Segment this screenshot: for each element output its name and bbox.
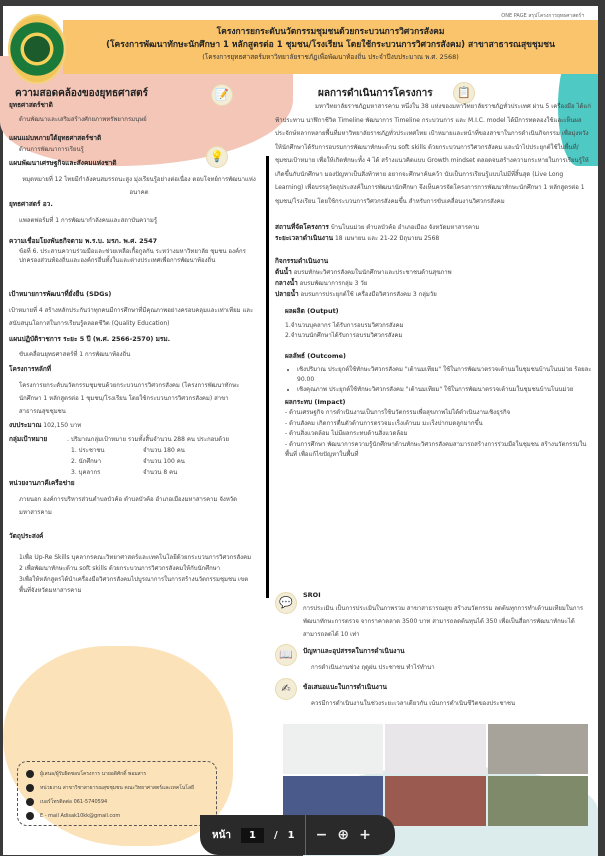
contact-box bbox=[17, 761, 217, 826]
page-separator: / bbox=[274, 829, 278, 841]
text: ควรมีการดำเนินงานในช่วงระยะเวลาเดียวกัน เน้นการดำเนินชีวิตของประชาชน bbox=[311, 700, 516, 707]
label: ยุทธศาสตร์ อว. bbox=[9, 200, 53, 208]
photo bbox=[385, 724, 485, 774]
phone-icon bbox=[26, 798, 34, 806]
photo-gallery bbox=[283, 724, 588, 826]
results-section bbox=[275, 100, 593, 461]
text: การประเมิน เป็นการประเมินในภาพรวม สาขาสาธารณสุข สร้างนวัตกรรม ลดต้นทุกการทำเต้านมเทียมในการพัฒนาทักษะการตรวจ จากราคาตลาด 3500 บาท สามารถลดต้นทุนได้ 350 เพื่อเป็นสื่อการพัฒนาทักษะได้ สามารถลดได้ 10 เท่า bbox=[303, 605, 584, 638]
objective-list bbox=[9, 552, 259, 596]
photo bbox=[385, 776, 485, 826]
text: ด้านพัฒนาและเสริมสร้างศักยภาพทรัพยากรมนุษย์ bbox=[19, 116, 147, 123]
photo bbox=[283, 724, 383, 774]
text: การดำเนินงานช่วง ฤดูฝน ประชาชน ทำไร่ทำนา bbox=[311, 664, 435, 671]
university-logo bbox=[8, 14, 66, 84]
sroi-section bbox=[303, 589, 588, 641]
label: SROI bbox=[303, 591, 321, 599]
label: ผลลัพธ์ (Outcome) bbox=[285, 352, 346, 360]
strategy-section bbox=[9, 100, 259, 596]
text: อบรมการประยุกต์ใช้ เครื่องมือวิศวกรสังคม 3 กลุ่มวัย bbox=[300, 291, 437, 298]
label: งบประมาณ bbox=[9, 421, 42, 429]
target-name: 3. บุคลากร bbox=[71, 469, 101, 476]
text: บาท bbox=[70, 422, 82, 429]
output-item: 1.จำนวนบุคลากร ได้รับการอบรมวิศวกรสังคม bbox=[285, 322, 404, 329]
label: ข้อเสนอแนะในการดำเนินงาน bbox=[303, 683, 387, 691]
budget-value: 102,150 bbox=[43, 422, 69, 429]
problem-section bbox=[303, 644, 588, 675]
suggestion-section bbox=[303, 680, 588, 711]
top-label: ONE PAGE สรุปโครงการยุทธศาสตร์ฯ bbox=[501, 13, 584, 19]
document-page bbox=[3, 6, 598, 855]
mail-icon bbox=[26, 812, 34, 820]
home-icon bbox=[26, 784, 34, 792]
impact-item: - ด้านสังคม เกิดการตื่นตัวด้านการตรวจมะเร็งเต้านม มะเร็งปากมดลูกมากขึ้น bbox=[285, 419, 483, 427]
target-name: 2. นักศึกษา bbox=[71, 458, 102, 465]
target-count: จำนวน 180 คน bbox=[143, 447, 185, 454]
label: สถานที่จัดโครงการ bbox=[275, 223, 329, 231]
header-subtitle: (โครงการพัฒนาทักษะนักศึกษา 1 หลักสูตรต่อ 1 ชุมชน/โรงเรียน โดยใช้กระบวนการวิศวกรสังคม) สาขาสาธารณสุขชุมชน bbox=[106, 40, 555, 50]
text: ขับเคลื่อนยุทธศาสตร์ที่ 1 การพัฒนาท้องถิ่น bbox=[19, 351, 131, 358]
label: กลุ่มเป้าหมาย bbox=[9, 435, 48, 443]
text: ภายนอก องค์การบริหารส่วนตำบลบัวค้อ ตำบลบัวค้อ อำเภอเมืองมหาสารคาม จังหวัดมหาสารคาม bbox=[19, 496, 238, 516]
label: ปลายน้ำ bbox=[275, 290, 299, 298]
label: วัตถุประสงค์ bbox=[9, 532, 44, 540]
divider bbox=[305, 815, 306, 855]
total-pages: 1 bbox=[287, 829, 295, 841]
label: แผนแม่บทภายใต้ยุทธศาสตร์ชาติ bbox=[9, 134, 102, 142]
impact-item: - ด้านการศึกษา พัฒนาการความรู้นักศึกษาด้านทักษะวิศวกรสังคมสามารถสร้างการร่วมมือในชุมชน สร้างนวัตกรรมในพื้นที่ เพื่อแก้ไขปัญหาในพื้นที่ bbox=[285, 440, 587, 458]
contact-email: E - mail Adisak10kk@gmail.com bbox=[40, 813, 121, 819]
text: หมุดหมายที่ 12 ไทยมีกำลังคนสมรรถนะสูง มุ่งเรียนรู้อย่างต่อเนื่อง ตอบโจทย์การพัฒนาแห่งอนาคต bbox=[22, 176, 256, 196]
objective-item: 3เพื่อให้หลักสูตรได้นำเครื่องมือวิศวกรสังคมไปบูรณาการในการสร้างนวัตกรรมชุมชน เขตพื้นที่จังหวัดมหาสารคาม bbox=[19, 576, 249, 594]
text: 18 เมษายน และ 21-22 มิถุนายน 2568 bbox=[334, 235, 440, 242]
text: แพลตฟอร์มที่ 1 การพัฒนากำลังคนและสถาบันความรู้ bbox=[19, 217, 158, 224]
text: โครงการยกระดับนวัตกรรมชุมชนด้วยกระบวนการวิศวกรสังคม (โครงการพัฒนาทักษะนักศึกษา 1 หลักสูตรต่อ 1 ชุมชน/โรงเรียน โดยใช้กระบวนการวิศวกรสังคม) สาขาสาธารณสุขชุมชน bbox=[19, 382, 240, 415]
idea-head-icon: 💡 bbox=[206, 146, 228, 168]
person-icon bbox=[26, 770, 34, 778]
impact-item: - ด้านเศรษฐกิจ การดำเนินงานเป็นการใช้นวัตกรรมเพื่อสุขภาพไม่ได้ดำเนินงานเชิงธุรกิจ bbox=[285, 409, 511, 416]
label: หน่วยงานภาคีเครือข่าย bbox=[9, 479, 75, 487]
column-divider bbox=[266, 156, 269, 598]
contact-person: ผู้เสนอ/ผู้รับผิดชอบโครงการ นายอดิศักดิ์ พอมสาร bbox=[40, 771, 147, 777]
target-count: จำนวน 100 คน bbox=[143, 458, 185, 465]
label: ผลกระทบ (Impact) bbox=[285, 398, 346, 406]
label: กลางน้ำ bbox=[275, 279, 298, 287]
target-list bbox=[9, 445, 259, 478]
text: อบรมพัฒนาการกลุ่ม 3 วัย bbox=[299, 280, 368, 287]
text: ข้อที่ 6. ประสานความร่วมมือและช่วยเหลือเกื้อกูลกัน ระหว่างมหาวิทยาลัย ชุมชน องค์กรปกครองส่วนท้องถิ่นและองค์กรอื่นทั้งในและต่างประเทศเพื่อการพัฒนาท้องถิ่น bbox=[19, 248, 246, 264]
output-item: 2.จำนวนนักศึกษาได้รับการอบรมวิศวกรสังคม bbox=[285, 332, 403, 339]
intro-text: มหาวิทยาลัยราชภัฏมหาสารคาม หนึ่งใน 38 แห่งของมหาวิทยาลัยราชภัฏทั่วประเทศ ผ่าน 5 เครื่องมือ ได้แก่ ฟ้าประทาน นาฬิกาชีวิต Timeline พัฒนาการ Timeline กระบวนการ และ M.I.C. model ได้มีการทดลองใช้และเห็นผลประจักษ์หลากหลายพื้นที่มหาวิทยาลัยราชภัฏทั่วประเทศไทย เป้าหมายและหน้าที่ของสาขาในการดำเนินกิจกรรม เพื่อมุ่งหวังให้นักศึกษาได้รับการอบรมการพัฒนาทักษะด้าน soft skills ด้วยกระบวนการวิศวกรสังคม และนำไปประยุกต์ใช้ในพื้นที่/ชุมชนเป้าหมาย เพื่อให้เกิดทักษะทั้ง 4 ได้ สร้างแนวคิดแบบ Growth mindset ตลอดจนสร้างความกระหายในการเรียนรู้ให้เกิดขึ้นกับนักศึกษา มองปัญหาเป็นสิ่งท้าทาย อยากจะศึกษาค้นคว้า นับเป็นการเรียนรู้แบบไม่มีที่สิ้นสุด (Live Long Learning) เพื่อบรรลุวัตถุประสงค์ในการพัฒนานักศึกษา จึงเห็นควรจัดโครงการการพัฒนาทักษะนักศึกษา 1 หลักสูตรต่อ 1 ชุมชน/โรงเรียน โดยใช้กระบวนการวิศวกรสังคมขึ้น สำหรับการขับเคลื่อนงานวิศวกรสังคม bbox=[275, 103, 591, 205]
objective-item: 1เพื่อ Up-Re Skills บุคลากรคณะวิทยาศาสตร์และเทคโนโลยีด้วยกระบวนการวิศวกรสังคม bbox=[19, 554, 252, 561]
text: ด้านการพัฒนาการเรียนรู้ bbox=[19, 146, 84, 153]
outcome-item: • เชิงปริมาณ ประยุกต์ใช้ทักษะวิศวกรสังคม "เต้านมเทียม" ใช้ในการพัฒนาตรวจเต้านมในชุมชนบ้านโนนม่วย ร้อยละ 90.00 bbox=[297, 365, 593, 385]
label: ปัญหาและอุปสรรคในการดำเนินงาน bbox=[303, 647, 405, 655]
label: โครงการหลักที่ bbox=[9, 365, 52, 373]
contact-phone: เบอร์โทรติดต่อ 061-5740594 bbox=[40, 799, 108, 805]
objective-item: 2 เพื่อพัฒนาทักษะด้าน soft skills ด้วยกระบวนการวิศวกรสังคมให้กับนักศึกษา bbox=[19, 565, 221, 572]
impact-item: - ด้านสิ่งแวดล้อม ไม่มีผลกระทบด้านสิ่งแวดล้อม bbox=[285, 430, 408, 437]
photo bbox=[488, 724, 588, 774]
right-title: ผลการดำเนินการโครงการ bbox=[318, 88, 433, 99]
label: ระยะเวลาดำเนินงาน bbox=[275, 234, 334, 242]
zoom-icon[interactable]: ⊕ bbox=[337, 827, 350, 843]
writing-hand-icon: ✍ bbox=[275, 678, 297, 700]
target-name: 1. ประชาชน bbox=[71, 447, 105, 454]
label: แผนปฏิบัติราชการ ระยะ 5 ปี (พ.ศ. 2566-2570) มรม. bbox=[9, 335, 171, 343]
text: . ปริมาณกลุ่มเป้าหมาย รวมทั้งสิ้นจำนวน 288 คน ประกอบด้วย bbox=[67, 436, 229, 443]
pdf-toolbar bbox=[200, 815, 395, 855]
label: แผนพัฒนาเศรษฐกิจและสังคมแห่งชาติ bbox=[9, 159, 117, 167]
label: ผลผลิต (Output) bbox=[285, 307, 339, 315]
page-label: หน้า bbox=[212, 829, 232, 841]
report-icon: 📋 bbox=[453, 82, 475, 104]
header-note: (โครงการยุทธศาสตร์มหาวิทยาลัยราชภัฏเพื่อพัฒนาท้องถิ่น ประจำปีงบประมาณ พ.ศ. 2568) bbox=[202, 53, 459, 61]
label: ยุทธศาสตร์ชาติ bbox=[9, 101, 53, 109]
zoom-out-button[interactable]: − bbox=[315, 827, 328, 843]
text: บ้านโนนม่วย ตำบลบัวค้อ อำเภอเมือง จังหวัดมหาสารคาม bbox=[330, 224, 480, 231]
header-title: โครงการยกระดับนวัตกรรมชุมชนด้วยกระบวนการวิศวกรสังคม bbox=[216, 27, 445, 37]
left-title: ความสอดคล้องของยุทธศาสตร์ bbox=[15, 88, 149, 99]
impact-list bbox=[285, 408, 593, 461]
contact-unit: หน่วยงาน สาขาวิชาสาธารณสุขชุมชน คณะวิทยาศาสตร์และเทคโนโลยี bbox=[40, 785, 194, 791]
text: อบรมทักษะวิศวกรสังคมในนักศึกษาและประชาชนด้านสุขภาพ bbox=[293, 269, 452, 276]
label: ความเชื่อมโยงพันธกิจตาม พ.ร.บ. มรภ. พ.ศ. 2547 bbox=[9, 237, 158, 245]
target-count: จำนวน 8 คน bbox=[143, 469, 178, 476]
zoom-in-button[interactable]: + bbox=[359, 827, 371, 843]
text: เป้าหมายที่ 4 สร้างหลักประกันว่าทุกคนมีการศึกษาที่มีคุณภาพอย่างครอบคลุมและเท่าเทียม และสนับสนุนโอกาสในการเรียนรู้ตลอดชีวิต (Quality Education) bbox=[9, 307, 254, 327]
page-number-input[interactable]: 1 bbox=[241, 828, 264, 843]
book-icon: 📖 bbox=[275, 644, 297, 666]
header-banner bbox=[63, 20, 598, 74]
outcome-item: • เชิงคุณภาพ ประยุกต์ใช้ทักษะวิศวกรสังคม "เต้านมเทียม" ใช้ในการพัฒนาตรวจเต้านมในชุมชนบ้านโนนม่วย bbox=[297, 385, 593, 395]
label: กิจกรรมดำเนินงาน bbox=[275, 257, 329, 265]
label: เป้าหมายการพัฒนาที่ยั่งยืน (SDGs) bbox=[9, 290, 112, 298]
speech-bubble-icon: 💬 bbox=[275, 592, 297, 614]
photo bbox=[488, 776, 588, 826]
document-icon: 📝 bbox=[211, 84, 233, 106]
label: ต้นน้ำ bbox=[275, 268, 292, 276]
